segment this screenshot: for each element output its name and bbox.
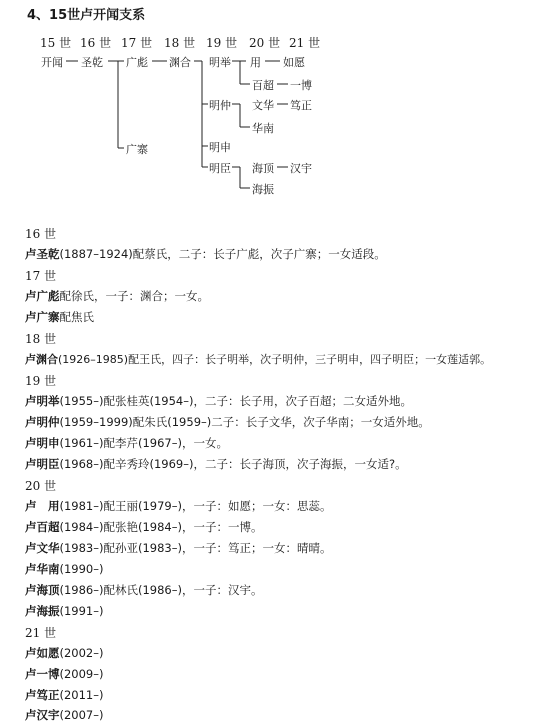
record-line [25, 456, 407, 472]
tree-node-ruyuan: 如愿 [283, 56, 305, 69]
record-line [25, 435, 228, 451]
record-line [25, 519, 262, 535]
family-tree-connectors [0, 0, 557, 210]
record-name: 卢汉宇 [25, 708, 60, 722]
record-line [25, 540, 331, 556]
record-text: (2007–) [59, 708, 104, 722]
record-line [25, 351, 491, 367]
record-name: 卢如愿 [25, 646, 60, 660]
tree-node-guangbiao: 广彪 [126, 56, 148, 69]
record-line [25, 414, 430, 430]
tree-node-mingchen: 明臣 [209, 162, 231, 175]
record-text: (2002–) [59, 646, 104, 660]
tree-node-mingzhong: 明仲 [209, 99, 231, 112]
record-name: 卢百超 [25, 520, 60, 534]
record-generation-heading: 19 世 [25, 374, 57, 388]
generation-header-20: 20 世 [249, 36, 281, 50]
record-line [25, 393, 412, 409]
record-text: (1955–)配张桂英(1954–)，二子：长子用，次子百超；二女适外地。 [59, 394, 412, 408]
record-text: (2011–) [59, 688, 104, 702]
record-name: 卢明仲 [25, 415, 60, 429]
record-generation-heading: 21 世 [25, 626, 57, 640]
record-generation-heading: 17 世 [25, 269, 57, 283]
tree-node-huanan: 华南 [252, 122, 274, 135]
record-text: (1983–)配孙亚(1983–)，一子：笃正；一女：晴晴。 [59, 541, 332, 555]
record-text: (1926–1985)配王氏，四子：长子明举，次子明仲，三子明申，四子明臣；一女莲适郭。 [58, 353, 492, 366]
record-name: 卢圣乾 [25, 247, 60, 261]
record-name: 卢渊合 [25, 353, 58, 366]
record-generation-heading: 20 世 [25, 479, 57, 493]
tree-node-mingshen: 明申 [209, 141, 231, 154]
tree-node-duzheng: 笃正 [290, 99, 312, 112]
record-text: (1986–)配林氏(1986–)，一子：汉宇。 [59, 583, 263, 597]
record-text: (2009–) [59, 667, 104, 681]
tree-node-wenhua: 文华 [252, 99, 274, 112]
tree-node-haiding: 海顶 [252, 162, 274, 175]
generation-header-18: 18 世 [164, 36, 196, 50]
record-text: (1990–) [59, 562, 104, 576]
record-line [25, 603, 104, 619]
record-name: 卢一博 [25, 667, 60, 681]
tree-node-yuanhe: 渊合 [169, 56, 191, 69]
record-text: (1887–1924)配蔡氏，二子：长子广彪，次子广寨；一女适段。 [59, 247, 386, 261]
record-name: 卢 用 [25, 499, 60, 513]
record-line [25, 288, 209, 304]
record-text: (1991–) [59, 604, 104, 618]
generation-header-19: 19 世 [206, 36, 238, 50]
record-name: 卢明臣 [25, 457, 60, 471]
record-name: 卢文华 [25, 541, 60, 555]
tree-node-shengqian: 圣乾 [81, 56, 103, 69]
record-name: 卢广彪 [25, 289, 60, 303]
record-text: (1984–)配张艳(1984–)，一子：一博。 [59, 520, 263, 534]
record-line [25, 707, 104, 723]
tree-node-yong: 用 [250, 56, 261, 69]
record-name: 卢明申 [25, 436, 60, 450]
record-line [25, 309, 94, 325]
record-name: 卢广寨 [25, 310, 60, 324]
record-line [25, 246, 386, 262]
generation-header-17: 17 世 [121, 36, 153, 50]
record-line [25, 498, 331, 514]
generation-header-21: 21 世 [289, 36, 321, 50]
record-name: 卢明举 [25, 394, 60, 408]
record-text: (1961–)配李芹(1967–)，一女。 [59, 436, 228, 450]
generation-header-16: 16 世 [80, 36, 112, 50]
tree-node-guangzhai: 广寨 [126, 143, 148, 156]
record-text: (1959–1999)配朱氏(1959–)二子：长子文华，次子华南；一女适外地。 [59, 415, 430, 429]
record-name: 卢华南 [25, 562, 60, 576]
record-generation-heading: 16 世 [25, 227, 57, 241]
record-line [25, 687, 104, 703]
record-line [25, 666, 104, 682]
record-line [25, 582, 262, 598]
tree-node-kaiwen: 开闻 [41, 56, 63, 69]
record-text: (1968–)配辛秀玲(1969–)，二子：长子海顶，次子海振，一女适?。 [59, 457, 407, 471]
record-text: (1981–)配王丽(1979–)，一子：如愿；一女：思蕊。 [59, 499, 332, 513]
tree-node-haizhen: 海振 [252, 183, 274, 196]
record-text: 配焦氏 [59, 310, 94, 324]
record-generation-heading: 18 世 [25, 332, 57, 346]
tree-node-hanyu: 汉宇 [290, 162, 312, 175]
tree-node-yibo: 一博 [290, 79, 312, 92]
tree-node-mingju: 明举 [209, 56, 231, 69]
record-line [25, 645, 104, 661]
record-name: 卢笃正 [25, 688, 60, 702]
record-text: 配徐氏，一子：渊合；一女。 [59, 289, 209, 303]
record-name: 卢海振 [25, 604, 60, 618]
record-name: 卢海顶 [25, 583, 60, 597]
record-line [25, 561, 104, 577]
generation-header-15: 15 世 [40, 36, 72, 50]
tree-node-baichao: 百超 [252, 79, 274, 92]
section-title: 4、15世卢开闻支系 [27, 8, 146, 23]
